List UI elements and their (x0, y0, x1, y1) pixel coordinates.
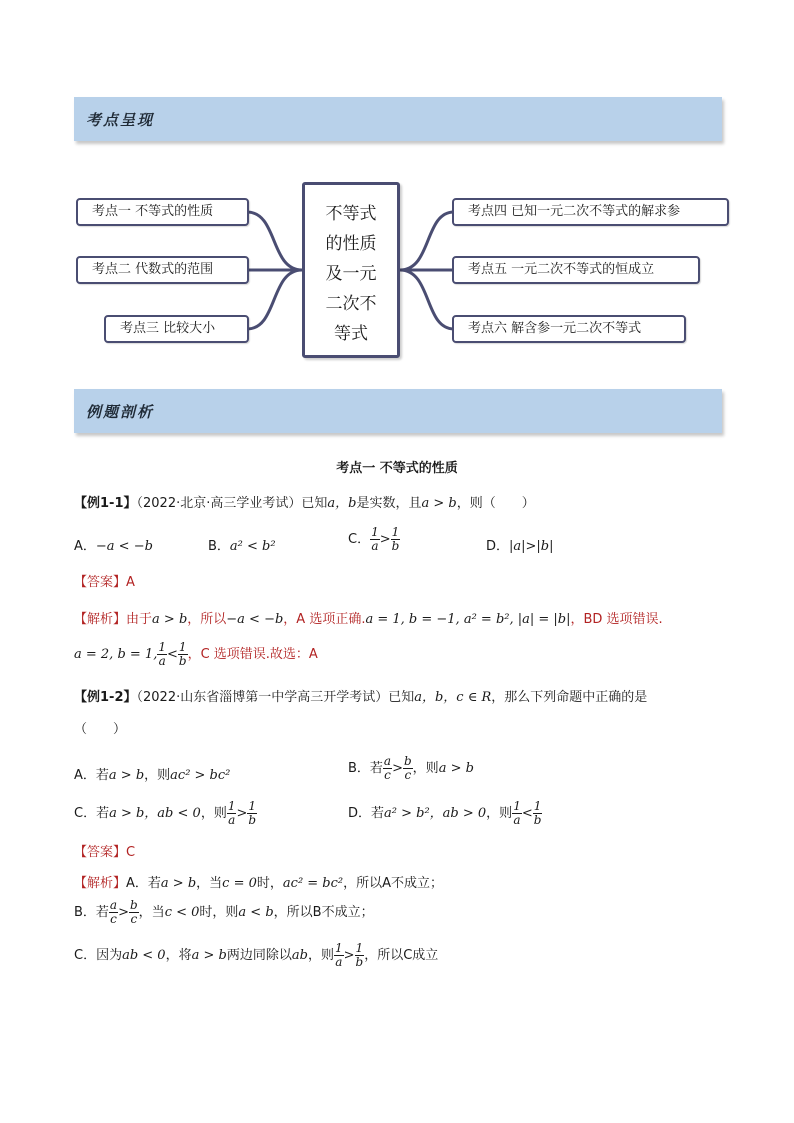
question-paren: （ ） (74, 722, 127, 737)
fraction (383, 755, 392, 782)
option-d (486, 535, 554, 554)
denominator: b (248, 813, 257, 827)
mindmap-node-topic-6 (452, 315, 686, 343)
analysis-line-b (74, 899, 374, 926)
analysis-text: ，C 选项错误.故选：A (187, 647, 318, 662)
option-label: C． (348, 532, 371, 547)
numerator: 1 (513, 799, 521, 813)
fraction (512, 800, 522, 827)
numerator: 1 (227, 799, 236, 813)
analysis-label: 【解析】 (74, 612, 127, 627)
analysis-text: 时， (256, 876, 283, 891)
fraction (391, 526, 401, 553)
fraction (334, 942, 344, 969)
mindmap-node-topic-3 (104, 315, 249, 343)
math-expr: a² > b²，ab > 0 (384, 806, 487, 821)
answer-line (74, 571, 135, 590)
center-line: 的性质 (325, 234, 377, 254)
fraction (157, 641, 167, 668)
numerator: 1 (355, 941, 364, 955)
center-line: 二次不 (325, 294, 377, 314)
example-1-2-question (74, 686, 647, 705)
math-expr: a，b，c ∈ R (414, 690, 492, 705)
math-expr: a，b (327, 496, 357, 511)
math-expr: a > b (160, 876, 197, 891)
node-label: 考点五 一元二次不等式的恒成立 (468, 262, 655, 277)
numerator: a (109, 898, 118, 912)
analysis-text: ，所以B不成立； (273, 905, 374, 920)
math-expr: −a < −b (95, 539, 153, 554)
fraction (109, 899, 118, 926)
mindmap-node-topic-1 (76, 198, 249, 226)
node-label: 考点四 已知一元二次不等式的解求参 (468, 204, 681, 219)
analysis-text: ，所以 (187, 612, 227, 627)
math-expr: a > b (191, 948, 227, 963)
analysis-text: C．因为 (74, 948, 123, 963)
question-text: （2022·北京·高三学业考试）已知 (136, 496, 328, 511)
center-line: 等式 (334, 324, 368, 344)
option-d (348, 800, 542, 827)
example-tag: 【例1-2】 (74, 690, 137, 705)
denominator: b (355, 955, 364, 969)
analysis-line-1 (74, 608, 663, 627)
answer-value: A (126, 575, 135, 590)
math-expr: a = 1, b = −1, a² = b², |a| = |b| (365, 612, 571, 627)
denominator: b (391, 539, 400, 553)
fraction (370, 526, 380, 553)
analysis-text: ，当 (196, 876, 223, 891)
answer-label: 【答案】 (74, 575, 127, 590)
math-expr: −a < −b (226, 612, 284, 627)
math-expr: a = 2, b = 1, (74, 647, 158, 662)
question-text: 是实数，且 (356, 496, 422, 511)
question-text: ，那么下列命题中正确的是 (491, 690, 648, 705)
math-expr: a > b，ab < 0 (109, 806, 201, 821)
node-label: 考点三 比较大小 (120, 321, 216, 336)
denominator: a (371, 539, 379, 553)
numerator: 1 (371, 525, 379, 539)
answer-label: 【答案】 (74, 845, 127, 860)
numerator: 1 (533, 799, 542, 813)
numerator: 1 (334, 941, 343, 955)
denominator: a (228, 813, 236, 827)
node-label: 考点二 代数式的范围 (92, 262, 214, 277)
option-label: C．若 (74, 806, 110, 821)
math-expr: a > b (108, 768, 145, 783)
numerator: 1 (158, 640, 166, 654)
math-expr: a < b (238, 905, 274, 920)
option-label: D．若 (348, 806, 385, 821)
answer-value: C (126, 845, 136, 860)
math-expr: a > b (438, 761, 474, 776)
analysis-text: ，所以C成立 (364, 948, 439, 963)
option-text: ，则 (486, 806, 513, 821)
math-expr: c = 0 (222, 876, 257, 891)
denominator: a (513, 813, 521, 827)
fraction (533, 800, 543, 827)
analysis-label: 【解析】 (74, 876, 127, 891)
node-label: 考点六 解含参一元二次不等式 (468, 321, 642, 336)
option-c (74, 800, 257, 827)
option-b (348, 755, 474, 782)
option-text: ，则 (412, 761, 439, 776)
analysis-text: A．若 (126, 876, 161, 891)
option-b (208, 535, 276, 554)
numerator: 1 (391, 525, 400, 539)
option-text: ，则 (200, 806, 227, 821)
option-label: B．若 (348, 761, 383, 776)
math-expr: > (379, 532, 391, 547)
math-expr: ab (291, 948, 308, 963)
analysis-text: 时，则 (199, 905, 239, 920)
math-expr: a > b (421, 496, 457, 511)
section-banner-2 (74, 389, 722, 433)
question-text: ，则（ ） (456, 496, 535, 511)
analysis-text: ，当 (138, 905, 165, 920)
numerator: 1 (178, 640, 187, 654)
math-expr: a > b (152, 612, 188, 627)
numerator: 1 (248, 799, 257, 813)
question-text: （2022·山东省淄博第一中学高三开学考试）已知 (136, 690, 415, 705)
banner-title: 考点呈现 (86, 111, 155, 129)
analysis-text: ，BD 选项错误. (570, 612, 663, 627)
denominator: c (384, 768, 391, 782)
fraction (247, 800, 257, 827)
math-expr: > (236, 806, 248, 821)
numerator: b (129, 898, 138, 912)
node-label: 考点一 不等式的性质 (92, 204, 214, 219)
center-line: 及一元 (325, 264, 377, 284)
option-a (74, 535, 153, 554)
analysis-line-c (74, 942, 438, 969)
mindmap-node-topic-2 (76, 256, 249, 284)
example-1-1-question (74, 492, 535, 511)
analysis-text: ，则 (307, 948, 334, 963)
denominator: a (158, 654, 166, 668)
fraction (355, 942, 365, 969)
answer-line (74, 841, 135, 860)
denominator: c (110, 912, 117, 926)
option-label: A．若 (74, 768, 109, 783)
math-expr: < (521, 806, 533, 821)
example-tag: 【例1-1】 (74, 496, 137, 511)
math-expr: a² < b² (229, 539, 276, 554)
mindmap-center-node (302, 182, 400, 358)
denominator: a (335, 955, 343, 969)
numerator: a (383, 754, 392, 768)
banner-title: 例题剖析 (86, 403, 155, 421)
math-expr: < (166, 647, 178, 662)
math-expr: |a|>|b| (509, 539, 554, 554)
option-label: D． (486, 539, 510, 554)
analysis-text: ，A 选项正确. (283, 612, 366, 627)
analysis-line-a (74, 872, 443, 891)
math-expr: c < 0 (164, 905, 200, 920)
denominator: b (533, 813, 542, 827)
denominator: c (404, 768, 412, 782)
math-expr: > (118, 905, 129, 920)
center-line: 不等式 (325, 204, 377, 224)
option-a (74, 764, 230, 783)
section-title: 考点一 不等式的性质 (336, 461, 458, 476)
math-expr: ac² > bc² (170, 768, 231, 783)
analysis-line-2 (74, 641, 318, 668)
analysis-text: ，所以A不成立； (343, 876, 444, 891)
fraction (178, 641, 188, 668)
fraction (403, 755, 413, 782)
analysis-text: 由于 (126, 612, 153, 627)
mindmap-node-topic-4 (452, 198, 729, 226)
option-text: ，则 (144, 768, 171, 783)
denominator: b (178, 654, 187, 668)
numerator: b (403, 754, 412, 768)
fraction (129, 899, 139, 926)
analysis-text: ，将 (165, 948, 192, 963)
mindmap-node-topic-5 (452, 256, 700, 284)
math-expr: ab < 0 (122, 948, 166, 963)
option-label: A． (74, 539, 96, 554)
math-expr: ac² = bc² (282, 876, 344, 891)
math-expr: > (343, 948, 355, 963)
math-expr: > (392, 761, 403, 776)
analysis-text: 两边同除以 (226, 948, 292, 963)
analysis-text: B．若 (74, 905, 109, 920)
denominator: c (130, 912, 138, 926)
option-label: B． (208, 539, 230, 554)
option-c (348, 526, 400, 553)
